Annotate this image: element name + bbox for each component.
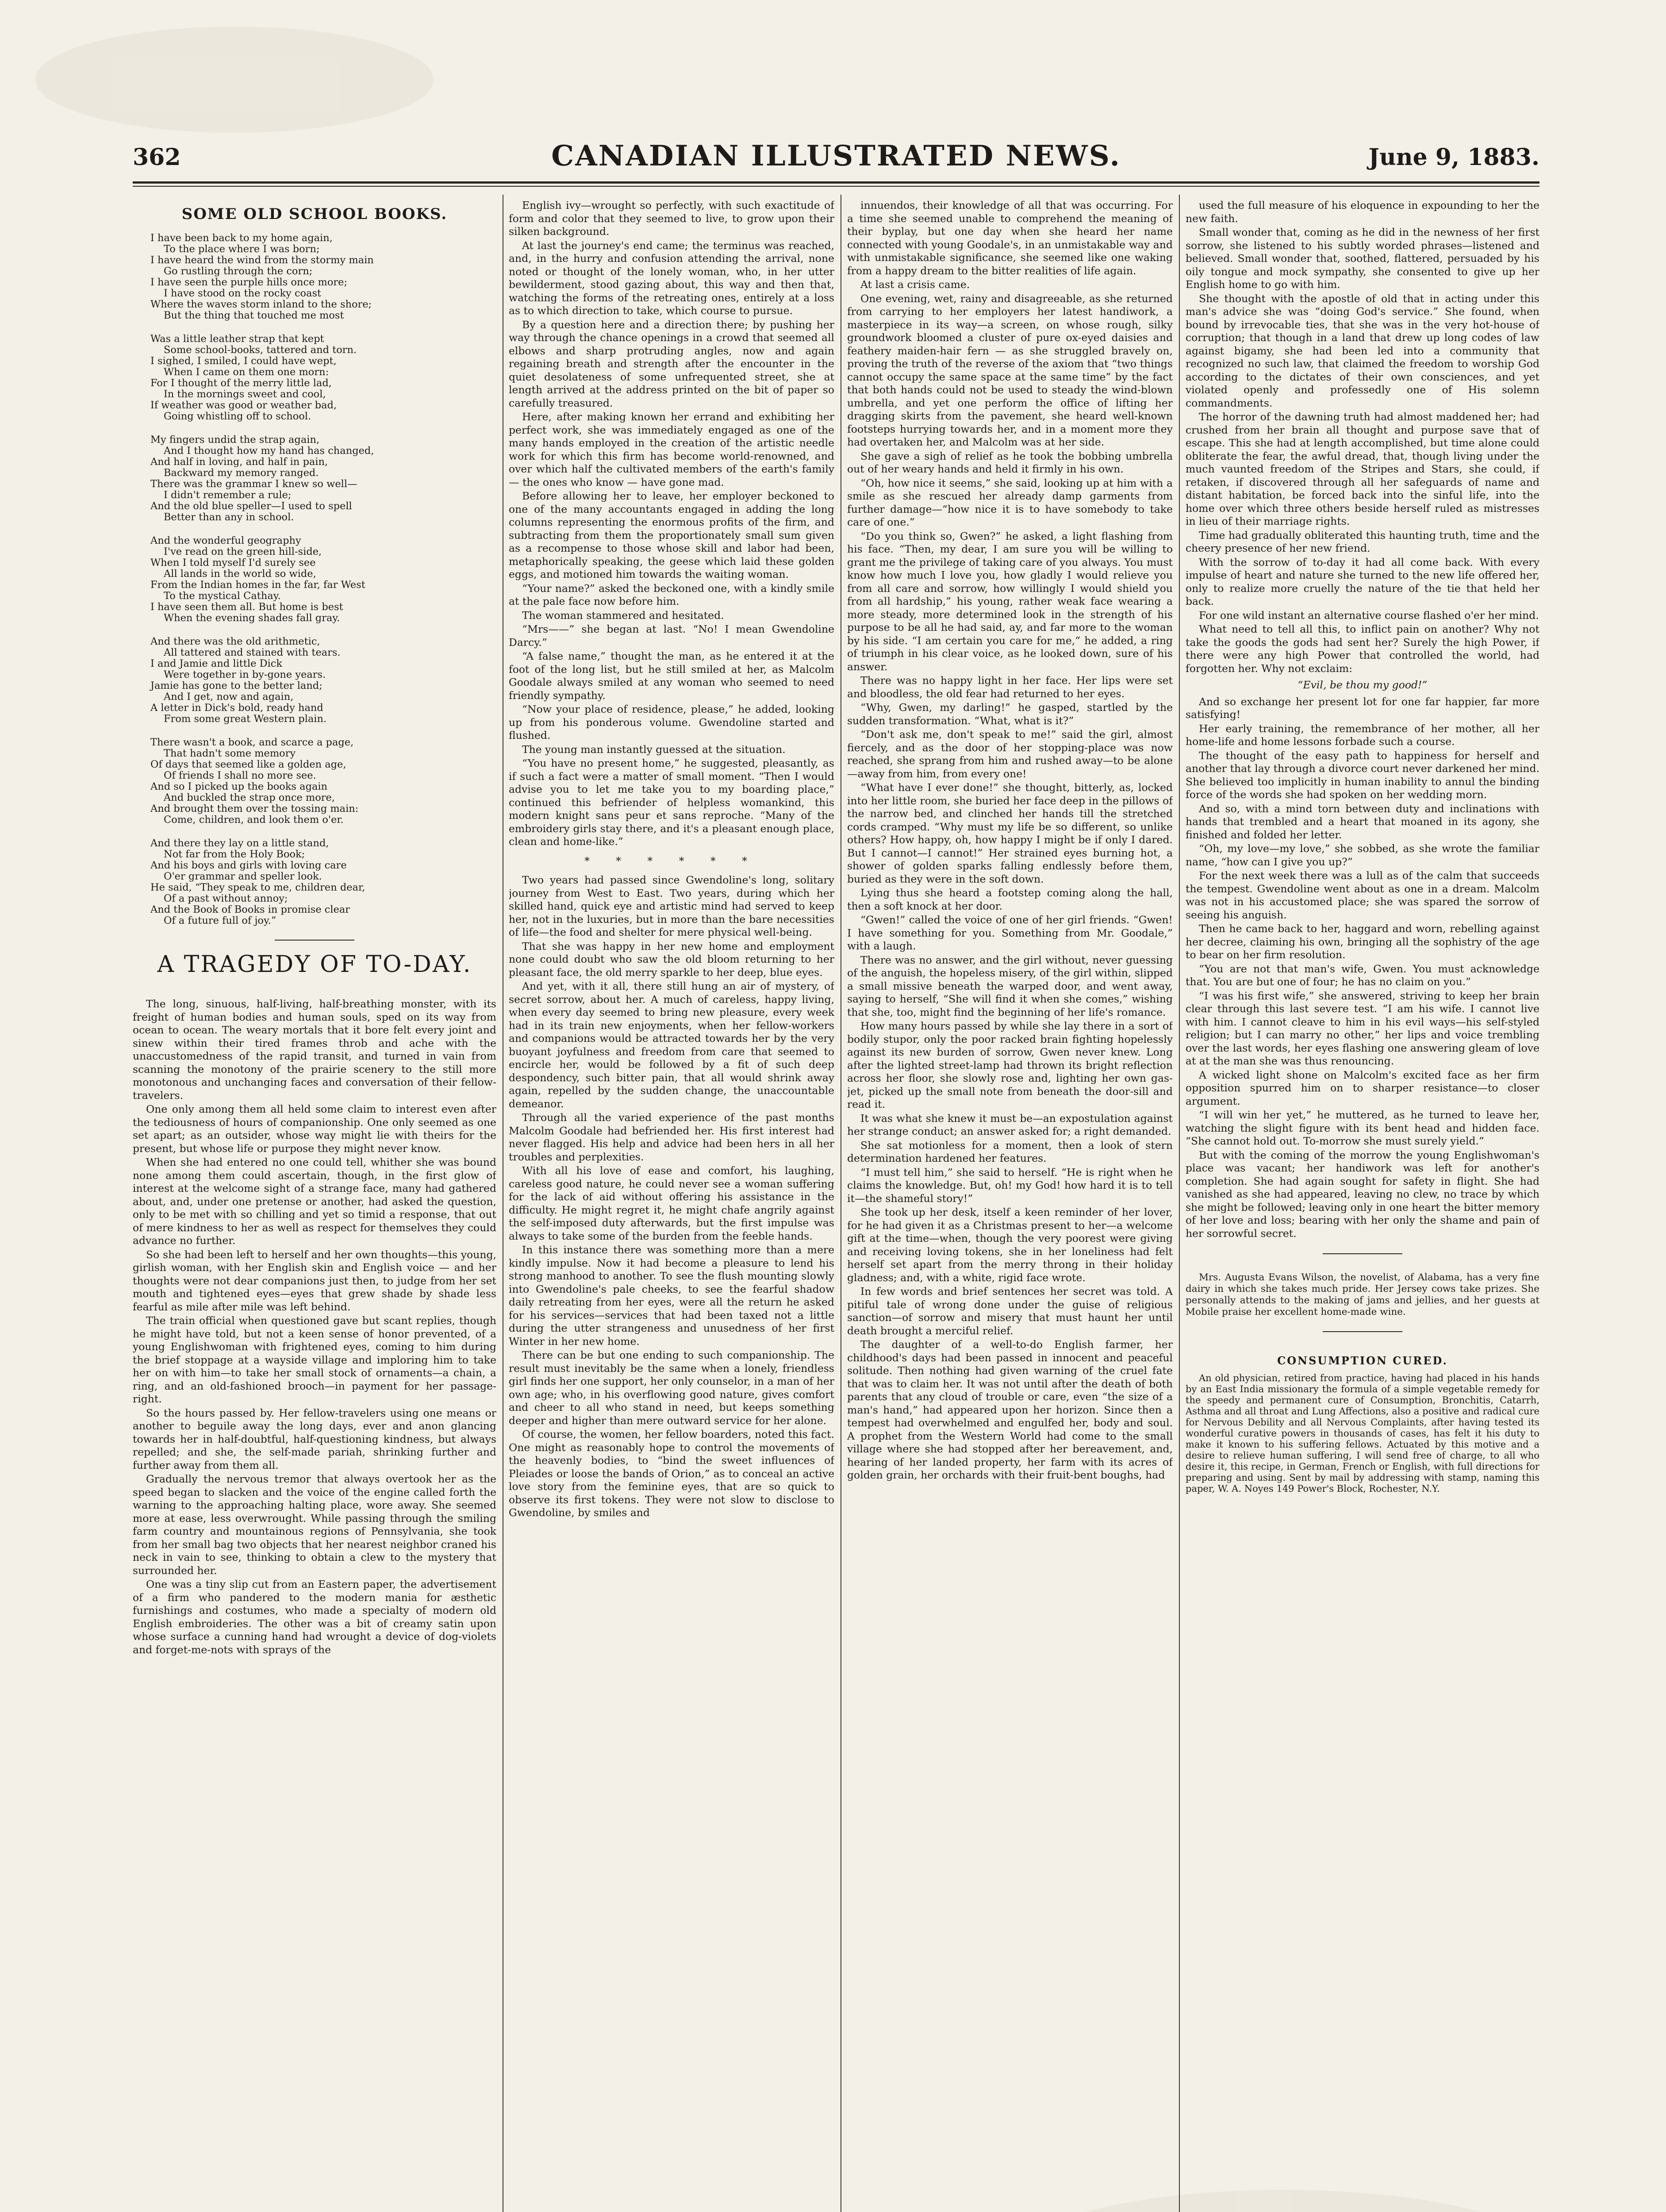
paragraph: The train official when questioned gave but scant replies, though he might have told, but not a keen sense of honor prevented, of a young Englishwoman with frightened eyes, coming to him during the brief stoppage at a wayside village and imploring him to take her on with him—to take her small stock of ornaments—a chain, a ring, and an old-fashioned brooch—in payment for her passage-right. <box>133 1314 496 1405</box>
poem-stanza <box>150 636 496 725</box>
paragraph: Then he came back to her, haggard and worn, rebelling against her decree, claiming his own, bringing all the sophistry of the age to bear on her firm resolution. <box>1186 922 1539 961</box>
poem-line: And the wonderful geography <box>150 534 301 546</box>
poem-line: I didn't remember a rule; <box>164 489 292 501</box>
paragraph: What need to tell all this, to inflict pain on another? Why not take the goods the gods had sent her? Surely the high Power, if there were any high Power that controlled the world, had forgotten her. Why not exclaim: <box>1186 623 1539 675</box>
poem-line: I have seen them all. But home is best <box>150 601 343 613</box>
paragraph: “I will win her yet,” he muttered, as he turned to leave her, watching the slight figure with its bent head and hidden face. “She cannot hold out. To-morrow she must surely yield.” <box>1186 1109 1539 1147</box>
paragraph: Gradually the nervous tremor that always overtook her as the speed began to slacken and the voice of the engine called forth the warning to the approaching halting place, wore away. She seemed more at ease, less overwrought. While passing through the smiling farm country and mountainous regions of Pennsylvania, she took from her small bag two objects that her nearest neighbor craned his neck in vain to see, thinking to obtain a clew to the mystery that surrounded her. <box>133 1473 496 1577</box>
paragraph: She gave a sigh of relief as he took the bobbing umbrella out of her weary hands and held it firmly in his own. <box>847 449 1173 475</box>
section-break: * * * * * * <box>584 854 759 867</box>
paragraph: Two years had passed since Gwendoline's long, solitary journey from West to East. Two years, during which her skilled hand, quick eye and artistic mind had served to keep her, not in the luxuries, but in more than the bare necessities of life—the food and shelter for mere physical well-being. <box>509 874 834 938</box>
section-separator <box>1323 1331 1402 1332</box>
paragraph: She sat motionless for a moment, then a look of stern determination hardened her features. <box>847 1139 1173 1164</box>
paragraph: So the hours passed by. Her fellow-travelers using one means or another to beguile away the long days, ever and anon glancing towards her in half-doubtful, half-questioning kindness, but always repelled; and she, the self-made pariah, shrinking further and further away from them all. <box>133 1406 496 1471</box>
page-header <box>133 139 1539 179</box>
paragraph: By a question here and a direction there; by pushing her way through the chance openings in a crowd that seemed all elbows and sharp protruding angles, now and again regaining breath and strength after the encounter in the quiet desolateness of some unfrequented street, she at length arrived at the address printed on the bit of paper so carefully treasured. <box>509 318 834 409</box>
paragraph: For one wild instant an alternative course flashed o'er her mind. <box>1199 609 1539 622</box>
paragraph: With all his love of ease and comfort, his laughing, careless good nature, he could never see a woman suffering for the lack of aid without offering his assistance in the difficulty. He might regret it, he might chafe angrily against the self-imposed duty afterwards, but the first impulse was always to take some of the burden from the feeble hands. <box>509 1164 834 1242</box>
masthead: CANADIAN ILLUSTRATED NEWS. <box>551 139 1121 173</box>
paragraph: “Mrs——” she began at last. “No! I mean Gwendoline Darcy.” <box>509 623 834 649</box>
poem-line: Jamie has gone to the better land; <box>150 680 322 691</box>
paragraph: At last the journey's end came; the terminus was reached, and, in the hurry and confusion attending the arrival, none noted or thought of the lonely woman, who, in her utter bewilderment, stood gazing about, this way and then that, watching the forms of the retreating ones, entirely at a loss as to which direction to take, which course to pursue. <box>509 239 834 317</box>
paragraph: And yet, with it all, there still hung an air of mystery, of secret sorrow, about her. A much of careless, happy living, when every day seemed to bring new pleasure, every week had in its train new enjoyments, when her fellow-workers and companions would be attracted towards her by the very buoyant joyfulness and freedom from care that seemed to encircle her, would be followed by a fit of such deep despondency, such bitter pain, that all would shrink away again, repelled by the sudden change, the unaccountable demeanor. <box>509 980 834 1110</box>
poem-line: There was the grammar I knew so well— <box>150 478 357 490</box>
paragraph: “Do you think so, Gwen?” he asked, a light flashing from his face. “Then, my dear, I am sure you will be willing to grant me the privilege of taking care of you always. You must know how much I love you, how gladly I would relieve you from all care and sorrow, how willingly I would shield you from all hardship,” his young, rather weak face wearing a more steady, more determined look in the strength of his purpose to be all he had said, ay, and far more to the woman by his side. “I am certain you care for me,” he added, a ring of triumph in his clear voice, as he looked down, sure of his answer. <box>847 530 1173 673</box>
paragraph: “Don't ask me, don't speak to me!” said the girl, almost fiercely, and as the door of her stopping-place was now reached, she sprang from him and rushed away—to be alone—away from him, from every one! <box>847 728 1173 780</box>
poem-line: And there was the old arithmetic, <box>150 635 320 647</box>
poem-line: And half in loving, and half in pain, <box>150 456 328 468</box>
poem-line: And I get, now and again, <box>164 691 294 703</box>
poem-stanza <box>150 334 496 422</box>
poem-title: SOME OLD SCHOOL BOOKS. <box>181 205 448 223</box>
paragraph: “Gwen!” called the voice of one of her girl friends. “Gwen! I have something for you. Something from Mr. Goodale,” with a laugh. <box>847 914 1173 952</box>
paragraph: “A false name,” thought the man, as he entered it at the foot of the long list, but he still smiled at her, as Malcolm Goodale always smiled at any woman who seemed to need friendly sympathy. <box>509 650 834 702</box>
poem-stanza <box>150 233 496 321</box>
paragraph: The young man instantly guessed at the situation. <box>522 743 786 756</box>
paragraph: At last a crisis came. <box>860 278 970 291</box>
column-4 <box>1186 199 1539 2212</box>
paragraph: In few words and brief sentences her secret was told. A pitiful tale of wrong done under the guise of religious sanction—of sorrow and misery that must haunt her until death brought a merciful relief. <box>847 1285 1173 1337</box>
poem-line: I have seen the purple hills once more; <box>150 276 348 288</box>
poem-line: I have been back to my home again, <box>150 232 333 244</box>
paragraph: With the sorrow of to-day it had all come back. With every impulse of heart and nature she turned to the new life offered her, only to realize more cruelly the nature of the tie that held her back. <box>1186 556 1539 607</box>
poem-line: In the mornings sweet and cool, <box>164 388 326 400</box>
poem-line: And there they lay on a little stand, <box>150 837 329 849</box>
advertisement-title: CONSUMPTION CURED. <box>1277 1354 1448 1367</box>
page-number: 362 <box>133 144 181 171</box>
paragraph: Through all the varied experience of the past months Malcolm Goodale had befriended her. His first interest had never flagged. His help and advice had been hers in all her troubles and perplexities. <box>509 1111 834 1163</box>
poem-line: Of a future full of joy.” <box>164 914 276 926</box>
poem-line: I've read on the green hill-side, <box>164 545 322 557</box>
poem-stanza <box>150 737 496 826</box>
paragraph: “Your name?” asked the beckoned one, with a kindly smile at the pale face now before him. <box>509 582 834 607</box>
poem-line: To the place where I was born; <box>164 243 320 255</box>
poem-stanza <box>150 535 496 624</box>
column-2 <box>509 199 834 2212</box>
story-text-col1 <box>133 998 496 1656</box>
poem-line: Going whistling off to school. <box>164 410 311 422</box>
paragraph: So she had been left to herself and her own thoughts—this young, girlish woman, with her English skin and English voice — and her thoughts were not dear companions just then, to judge from her set mouth and tightened eyes—eyes that grew shade by shade less fearful as mile after mile was left behind. <box>133 1248 496 1313</box>
paragraph: One only among them all held some claim to interest even after the tediousness of hours of companionship. One only seemed as one set apart; as an outsider, whose way might lie with theirs for the present, but whose life or purpose they might never know. <box>133 1103 496 1155</box>
paragraph: “Why, Gwen, my darling!” he gasped, startled by the sudden transformation. “What, what is it?” <box>847 701 1173 727</box>
paragraph: Lying thus she heard a footstep coming along the hall, then a soft knock at her door. <box>847 887 1173 912</box>
paragraph: English ivy—wrought so perfectly, with such exactitude of form and color that they seemed to live, to grow upon their silken background. <box>509 199 834 238</box>
column-1 <box>133 199 496 2212</box>
story-text-col3 <box>847 199 1173 1482</box>
poem-line: That hadn't some memory <box>164 747 296 759</box>
paragraph: “I was his first wife,” she answered, striving to keep her brain clear through this last severe test. “I am his wife. I cannot live with him. I cannot cleave to him in his evil ways—his self-styled religion; but I can marry no other,” her lips and voice trembling over the last words, her eyes flashing one answering gleam of love at at the man she was thus renouncing. <box>1186 989 1539 1067</box>
paragraph: For the next week there was a lull as of the calm that succeeds the tempest. Gwendoline went about as one in a dream. Malcolm was not in his accustomed place; she was spared the sorrow of seeing his anguish. <box>1186 869 1539 921</box>
paragraph: The woman stammered and hesitated. <box>522 609 724 622</box>
paragraph: She took up her desk, itself a keen reminder of her lover, for he had given it as a Christmas present to her—a welcome gift at the time—when, though the very poorest were giving and receiving loving tokens, she in her loneliness had felt herself set apart from the merry throng in their holiday gladness; and, with a white, rigid face wrote. <box>847 1206 1173 1284</box>
paragraph: “Now your place of residence, please,” he added, looking up from his ponderous volume. Gwendoline started and flushed. <box>509 703 834 741</box>
paragraph: There was no happy light in her face. Her lips were set and bloodless, the old fear had returned to her eyes. <box>847 674 1173 700</box>
paragraph: There can be but one ending to such companionship. The result must inevitably be the same when a lonely, friendless girl finds her one support, her only counselor, in a man of her own age; who, in his overflowing good nature, gives comfort and cheer to all who stand in need, but keeps something deeper and higher than mere outward service for her alone. <box>509 1349 834 1427</box>
advertisement <box>1186 1373 1539 1494</box>
poem-line: I sighed, I smiled, I could have wept, <box>150 355 337 367</box>
poem-line: Some school-books, tattered and torn. <box>164 344 357 356</box>
news-note <box>1186 1272 1539 1318</box>
paragraph: When she had entered no one could tell, whither she was bound none among them could ascertain, though, in the first glow of interest at the welcome sight of a strange face, many had gathered about, and, under one pretense or another, had asked the question, only to be met with so chilling and yet so timid a response, that out of mere kindness to her as well as respect for themselves they could advance no further. <box>133 1156 496 1247</box>
paragraph: Here, after making known her errand and exhibiting her perfect work, she was immediately engaged as one of the many hands employed in the creation of the artistic needle work for which this firm has become world-renowned, and over which half the cultivated members of the earth's family — the ones who know — have gone mad. <box>509 411 834 488</box>
paragraph: Of course, the women, her fellow boarders, noted this fact. One might as reasonably hope to control the movements of the heavenly bodies, to “bind the sweet influences of Pleiades or loose the bands of Orion,” as to conceal an active love story from the feminine eyes, that are so quick to observe its first tokens. They were not slow to disclose to Gwendoline, by smiles and <box>509 1428 834 1519</box>
paragraph: That she was happy in her new home and employment none could doubt who saw the old bloom returning to her pleasant face, the old merry sparkle to her deep, blue eyes. <box>509 940 834 979</box>
poem-line: And buckled the strap once more, <box>164 791 335 803</box>
poem-line: Go rustling through the corn; <box>164 265 313 277</box>
paragraph: Small wonder that, coming as he did in the newness of her first sorrow, she listened to his subtly worded phrases—listened and believed. Small wonder that, soothed, flattered, persuaded by his oily tongue and mock sympathy, she consented to give up her English home to go with him. <box>1186 226 1539 291</box>
poem-line: I have stood on the rocky coast <box>164 287 322 299</box>
paragraph: “You have no present home,” he suggested, pleasantly, as if such a fact were a matter of small moment. “Then I would advise you to let me take you to my boarding place,” continued this befriender of helpless womankind, this modern knight sans peur et sans reproche. “Many of the embroidery girls stay there, and it's a pleasant enough place, clean and home-like.” <box>509 757 834 848</box>
poem-line: He said, “They speak to me, children dear, <box>150 881 365 893</box>
paragraph: One evening, wet, rainy and disagreeable, as she returned from carrying to her employers her latest handiwork, a masterpiece in its way—a screen, on whose rough, silky groundwork bloomed a cluster of pure ox-eyed daisies and feathery maiden-hair fern — as she struggled bravely on, proving the truth of the reverse of the axiom that “two things cannot occupy the same space at the same time” by the fact that both hands could not be used to steady the wind-blown umbrella, and yet one perform the office of lifting her dragging skirts from the pavement, she heard well-known footsteps hurrying towards her, and in a moment more they had overtaken her, and Malcolm was at her side. <box>847 292 1173 448</box>
poem-line: Of days that seemed like a golden age, <box>150 758 346 770</box>
paragraph: innuendos, their knowledge of all that was occurring. For a time she seemed unable to comprehend the meaning of their byplay, but one day when she heard her name connected with young Goodale's, in an unmistakable way and with unmistakable significance, she seemed like one waking from a happy dream to the bitter realities of life again. <box>847 199 1173 277</box>
paragraph: Time had gradually obliterated this haunting truth, time and the cheery presence of her new friend. <box>1186 529 1539 554</box>
poem-line: Were together in by-gone years. <box>164 668 326 680</box>
poem-line: And I thought how my hand has changed, <box>164 445 374 457</box>
section-separator <box>275 940 354 941</box>
poem-line: My fingers undid the strap again, <box>150 434 320 445</box>
paragraph: Before allowing her to leave, her employer beckoned to one of the many accountants engaged in adding the long columns representing the enormous profits of the firm, and subtracting from them the proportionately small sum given as a recompense to those whose skill and labor had been, metaphorically speaking, the geese which laid these golden eggs, and motioned him towards the waiting woman. <box>509 490 834 580</box>
poem-line: Better than any in school. <box>164 511 294 523</box>
story-text-col4 <box>1186 199 1539 1240</box>
paragraph: And so exchange her present lot for one far happier, far more satisfying! <box>1186 695 1539 721</box>
poem-line: And the Book of Books in promise clear <box>150 903 350 915</box>
section-separator <box>1323 1253 1402 1254</box>
poem-line: And the old blue speller—I used to spell <box>150 500 352 512</box>
poem-line: There wasn't a book, and scarce a page, <box>150 736 354 748</box>
paragraph: Her early training, the remembrance of her mother, all her home-life and home lessons forbade such a course. <box>1186 722 1539 748</box>
poem-line: If weather was good or weather bad, <box>150 399 337 411</box>
poem-line: I and Jamie and little Dick <box>150 657 283 669</box>
poem-body <box>133 233 496 926</box>
poem-stanza <box>150 838 496 926</box>
paragraph: And so, with a mind torn between duty and inclinations with hands that trembled and a heart that moaned in its agony, she finished and folded her letter. <box>1186 802 1539 841</box>
story-title: A TRAGEDY OF TO-DAY. <box>157 951 472 978</box>
paragraph: It was what she knew it must be—an expostulation against her strange conduct; an answer asked for; a right demanded. <box>847 1112 1173 1137</box>
paragraph: A wicked light shone on Malcolm's excited face as her firm opposition spurred him on to sharper resistance—to closer argument. <box>1186 1068 1539 1107</box>
poem-line: When I told myself I'd surely see <box>150 557 316 568</box>
issue-date: June 9, 1883. <box>1368 144 1539 171</box>
paragraph: The daughter of a well-to-do English farmer, her childhood's days had been passed in innocent and peaceful solitude. Then nothing had given warning of the cruel fate that was to claim her. It was not until after the death of both parents that any cloud of trouble or care, even “the size of a man's hand,” had appeared upon her horizon. Since then a tempest had overwhelmed and engulfed her, body and soul. A prophet from the Western World had come to the small village where she had stopped after her bereavement, and, hearing of her landed property, her farm with its acres of golden grain, her orchards with their fruit-bent boughs, had <box>847 1338 1173 1481</box>
paragraph: The thought of the easy path to happiness for herself and another that lay through a divorce court never darkened her mind. She believed too implicitly in human inability to annul the binding force of the words she had spoken on her wedding morn. <box>1186 749 1539 801</box>
paragraph: The long, sinuous, half-living, half-breathing monster, with its freight of human bodies and human souls, sped on its way from ocean to ocean. The weary mortals that it bore felt every joint and sinew within their tired frames throb and ache with the unaccustomedness of the rapid transit, and turned in vain from scanning the monotony of the prairie scenery to the still more monotonous and unchanging faces and conversation of their fellow-travelers. <box>133 998 496 1102</box>
advertisement-text: An old physician, retired from practice, having had placed in his hands by an East India missionary the formula of a simple vegetable remedy for the speedy and permanent cure of Consumption, Bronchitis, Catarrh, Asthma and all throat and Lung Affections, also a positive and radical cure for Nervous Debility and all Nervous Complaints, after having tested its wonderful curative powers in thousands of cases, has felt it his duty to make it known to his suffering fellows. Actuated by this motive and a desire to relieve human suffering, I will send free of charge, to all who desire it, this recipe, in German, French or English, with full directions for preparing and using. Sent by mail by addressing with stamp, naming this paper, W. A. Noyes 149 Power's Block, Rochester, N.Y. <box>1186 1372 1539 1494</box>
poem-line: To the mystical Cathay. <box>164 590 281 602</box>
poem-line: Come, children, and look them o'er. <box>164 814 344 826</box>
poem-line: Not far from the Holy Book; <box>164 848 305 860</box>
quotation: “Evil, be thou my good!” <box>1297 679 1428 691</box>
poem-line: From the Indian homes in the far, far West <box>150 579 365 591</box>
poem-line: But the thing that touched me most <box>164 309 344 321</box>
poem-line: Backward my memory ranged. <box>164 467 319 479</box>
header-rule <box>133 181 1539 184</box>
poem-line: Was a little leather strap that kept <box>150 333 324 345</box>
column-divider <box>1179 195 1180 2212</box>
paragraph: used the full measure of his eloquence in expounding to her the new faith. <box>1186 199 1539 225</box>
poem-stanza <box>150 434 496 523</box>
paragraph: “I must tell him,” she said to herself. “He is right when he claims the knowledge. But, oh! my God! how hard it is to tell it—the shameful story!” <box>847 1166 1173 1205</box>
paragraph: One was a tiny slip cut from an Eastern paper, the advertisement of a firm who pandered to the modern mania for æsthetic furnishings and costumes, who made a specialty of modern old English embroideries. The other was a bit of creamy satin upon whose surface a cunning hand had wrought a device of dog-violets and forget-me-nots with sprays of the <box>133 1578 496 1656</box>
paragraph: In this instance there was something more than a mere kindly impulse. Now it had become a pleasure to lend his strong manhood to another. To see the flush mounting slowly into Gwendoline's pale cheeks, to see the fearful shadow daily retreating from her eyes, were all the return he asked for his services—services that had been taxed not a little during the utter strangeness and unusedness of her first Winter in her new home. <box>509 1244 834 1348</box>
paragraph: “You are not that man's wife, Gwen. You must acknowledge that. You are but one of four; he has no claim on you.” <box>1186 962 1539 988</box>
poem-line: When I came on them one morn: <box>164 366 329 378</box>
paragraph: “Oh, how nice it seems,” she said, looking up at him with a smile as she rescued her already damp garments from further damage—“how nice it is to have somebody to take care of one.” <box>847 476 1173 528</box>
news-note-text: Mrs. Augusta Evans Wilson, the novelist, of Alabama, has a very fine dairy in which she takes much pride. Her Jersey cows take prizes. She personally attends to the making of jams and jellies, and her guests at Mobile praise her excellent home-made wine. <box>1186 1272 1539 1317</box>
poem-line: A letter in Dick's bold, ready hand <box>150 702 323 714</box>
poem-line: From some great Western plain. <box>164 713 327 725</box>
poem-line: All tattered and stained with tears. <box>164 646 341 658</box>
poem-line: I have heard the wind from the stormy main <box>150 254 374 266</box>
story-text-col2 <box>509 199 834 1520</box>
poem-line: All lands in the world so wide, <box>164 568 316 580</box>
paper-stain <box>35 27 434 133</box>
poem-line: For I thought of the merry little lad, <box>150 377 332 389</box>
poem-line: O'er grammar and speller look. <box>164 870 322 882</box>
paragraph: How many hours passed by while she lay there in a sort of bodily stupor, only the poor racked brain fighting hopelessly against its new burden of sorrow, Gwen never knew. Long after the lighted street-lamp had thrown its bright reflection across her floor, she slowly rose and, lighting her own gas-jet, picked up the small note from beneath the door-sill and read it. <box>847 1020 1173 1110</box>
poem-line: When the evening shades fall gray. <box>164 612 340 624</box>
paragraph: There was no answer, and the girl without, never guessing of the anguish, the hopeless misery, of the girl within, slipped a small missive beneath the warped door, and went away, saying to herself, “She will find it when she comes,” wishing that she, too, might find the beginning of her life's romance. <box>847 953 1173 1018</box>
poem-line: Of friends I shall no more see. <box>164 769 316 781</box>
paragraph: “What have I ever done!” she thought, bitterly, as, locked into her little room, she buried her face deep in the pillows of the narrow bed, and clinched her hands till the stretched cords cramped. “Why must my life be so different, so unlike others? How happy, oh, how happy I might be if only I dared. But I cannot—I cannot!” Her strained eyes burning hot, a shower of golden sparks falling endlessly before them, buried as they were in the soft down. <box>847 781 1173 885</box>
paragraph: “Oh, my love—my love,” she sobbed, as she wrote the familiar name, “how can I give you up?” <box>1186 842 1539 868</box>
poem-line: And so I picked up the books again <box>150 780 328 792</box>
poem-line: Where the waves storm inland to the shore; <box>150 298 372 310</box>
paragraph: She thought with the apostle of old that in acting under this man's advice she was “doing God's service.” She found, when bound by irrevocable ties, that she was in the very hot-house of corruption; that though in a land that drew up long codes of law against bigamy, she had been led into a community that recognized no such law, that claimed the freedom to worship God according to the dictates of their own consciences, and yet violated openly and professedly one of His solemn commandments. <box>1186 292 1539 409</box>
header-rule-thin <box>133 186 1539 187</box>
column-3 <box>847 199 1173 2212</box>
paragraph: But with the coming of the morrow the young Englishwoman's place was vacant; her handiwork was left for another's completion. She had again sought for safety in flight. She had vanished as she had appeared, leaving no clew, no trace by which she might be followed; leaving only in one heart the bitter memory of her love and loss; bearing with her only the shame and pain of her sorrowful secret. <box>1186 1148 1539 1240</box>
poem-line: And brought them over the tossing main: <box>150 803 359 814</box>
paragraph: The horror of the dawning truth had almost maddened her; had crushed from her brain all thought and purpose save that of escape. This she had at length accomplished, but time alone could obliterate the fear, the awful dread, that, though living under the much vaunted freedom of the Stripes and Stars, she could, if retaken, if discovered through all her safeguards of name and distant habitation, be forced back into the sinful life, into the home over which three others beside herself ruled as mistresses in lieu of their marriage rights. <box>1186 411 1539 527</box>
poem-line: And his boys and girls with loving care <box>150 859 347 871</box>
poem-line: Of a past without annoy; <box>164 892 288 904</box>
